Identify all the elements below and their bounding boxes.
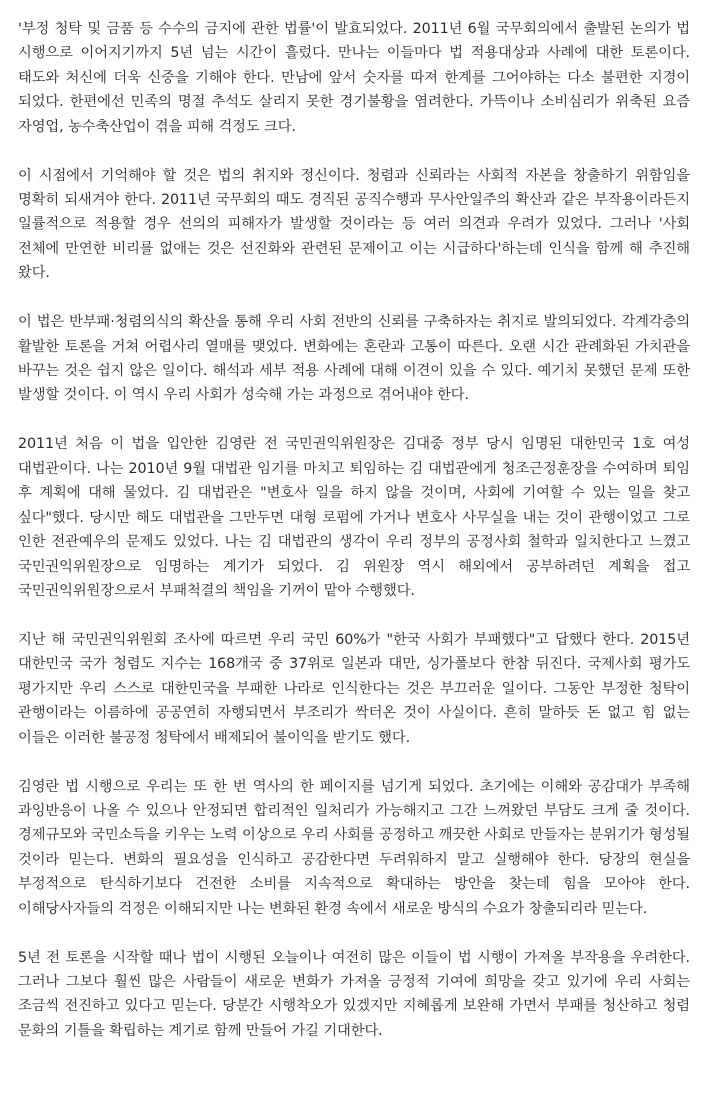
article-paragraph-4: 2011년 처음 이 법을 입안한 김영란 전 국민권익위원장은 김대중 정부 당시 임명된 대한민국 1호 여성 대법관이다. 나는 2010년 9월 대법관 임기를 마치고 퇴임하는 김 대법관에게 청조근정훈장을 수여하며 퇴임 후 계획에 대해 물었다. 김 대법관은 "변호사 일을 하지 않을 것이며, 사회에 기여할 수 있는 일을 찾고 싶다"했다. 당시만 해도 대법관을 그만두면 대형 로펌에 가거나 변호사 사무실을 내는 것이 관행이었고 그로 인한 전관예우의 문제도 있었다. 나는 김 대법관의 생각이 우리 정부의 공정사회 철학과 일치한다고 느꼈고 국민권익위원장으로 임명하는 계기가 되었다. 김 위원장 역시 해외에서 공부하려던 계획을 접고 국민권익위원장으로서 부패척결의 책임을 기꺼이 맡아 수행했다.	[18, 436, 690, 599]
article-paragraph-3: 이 법은 반부패·청렴의식의 확산을 통해 우리 사회 전반의 신뢰를 구축하자는 취지로 발의되었다. 각계각층의 활발한 토론을 거쳐 어렵사리 열매를 맺었다. 변화에는 혼란과 고통이 따른다. 오랜 시간 관례화된 가치관을 바꾸는 것은 쉽지 않은 일이다. 해석과 세부 적용 사례에 대해 이견이 있을 수 있다. 예기치 못했던 문제 또한 발생할 것이다. 이 역시 우리 사회가 성숙해 가는 과정으로 겪어내야 한다.	[18, 314, 690, 404]
article-body	[18, 17, 690, 1043]
article-paragraph-5: 지난 해 국민권익위원회 조사에 따르면 우리 국민 60%가 "한국 사회가 부패했다"고 답했다 한다. 2015년 대한민국 국가 청렴도 지수는 168개국 중 37위로 일본과 대만, 싱가폴보다 한참 뒤진다. 국제사회 평가도 평가지만 우리 스스로 대한민국을 부패한 나라로 인식한다는 것은 부끄러운 일이다. 그동안 부정한 청탁이 관행이라는 이름하에 공공연히 자행되면서 부조리가 싹터온 것이 사실이다. 흔히 말하듯 돈 없고 힘 없는 이들은 이러한 불공정 청탁에서 배제되어 불이익을 받기도 했다.	[18, 631, 690, 746]
article-paragraph-6: 김영란 법 시행으로 우리는 또 한 번 역사의 한 페이지를 넘기게 되었다. 초기에는 이해와 공감대가 부족해 과잉반응이 나올 수 있으나 안정되면 합리적인 일처리가 가능해지고 그간 느껴왔던 부담도 크게 줄 것이다. 경제규모와 국민소득을 키우는 노력 이상으로 우리 사회를 공정하고 깨끗한 사회로 만들자는 분위기가 형성될 것이라 믿는다. 변화의 필요성을 인식하고 공감한다면 두려워하지 말고 실행해야 한다. 당장의 현실을 부정적으로 탄식하기보다 건전한 소비를 지속적으로 확대하는 방안을 찾는데 힘을 모아야 한다. 이해당사자들의 걱정은 이해되지만 나는 변화된 환경 속에서 새로운 방식의 수요가 창출되리라 믿는다.	[18, 778, 690, 917]
article-paragraph-7: 5년 전 토론을 시작할 때나 법이 시행된 오늘이나 여전히 많은 이들이 법 시행이 가져올 부작용을 우려한다. 그러나 그보다 훨씬 많은 사람들이 새로운 변화가 가져올 긍정적 기여에 희망을 갖고 있기에 우리 사회는 조금씩 전진하고 있다고 믿는다. 당분간 시행착오가 있겠지만 지혜롭게 보완해 가면서 부패를 청산하고 청렴 문화의 기틀을 확립하는 계기로 함께 만들어 가길 기대한다.	[18, 949, 690, 1039]
article-paragraph-1: '부정 청탁 및 금품 등 수수의 금지에 관한 법률'이 발효되었다. 2011년 6월 국무회의에서 출발된 논의가 법 시행으로 이어지기까지 5년 넘는 시간이 흘렀다. 만나는 이들마다 법 적용대상과 사례에 대한 토론이다. 태도와 처신에 더욱 신중을 기해야 한다. 만남에 앞서 숫자를 따져 한계를 그어야하는 다소 불편한 지경이 되었다. 한편에선 민족의 명절 추석도 살리지 못한 경기불황을 염려한다. 가뜩이나 소비심리가 위축된 요즘 자영업, 농수축산업이 겪을 피해 걱정도 크다.	[18, 21, 690, 135]
article-paragraph-2: 이 시점에서 기억해야 할 것은 법의 취지와 정신이다. 청렴과 신뢰라는 사회적 자본을 창출하기 위함임을 명확히 되새겨야 한다. 2011년 국무회의 때도 경직된 공직수행과 무사안일주의 확산과 같은 부작용이라든지 일률적으로 적용할 경우 선의의 피해자가 발생할 것이라는 등 여러 의견과 우려가 있었다. 그러나 '사회 전체에 만연한 비리를 없애는 것은 선진화와 관련된 문제이고 이는 시급하다'하는데 인식을 함께 해 추진해 왔다.	[18, 167, 690, 282]
